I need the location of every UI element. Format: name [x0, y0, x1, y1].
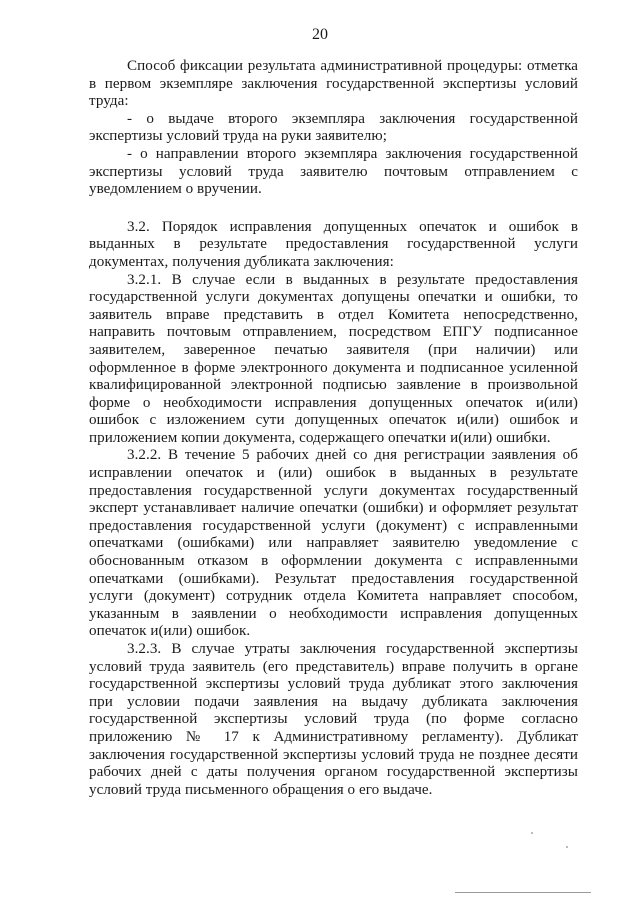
scan-speck — [531, 832, 533, 834]
paragraph-3-2-2: 3.2.2. В течение 5 рабочих дней со дня регистрации заявления об исправлении опечаток и (или) ошибок в выданных в результате предоставления государственной услуги документах государственный эксперт устанавливает наличие опечатки (ошибки) и оформляет результат предоставления государственной услуги (документ) с исправленными опечатками (ошибками) или направляет заявителю уведомление с обоснованным отказом в оформлении документа с исправленными опечатками (ошибками). Результат предоставления государственной услуги (документ) сотрудник отдела Комитета направляет способом, указанным в заявлении о необходимости исправления допущенных опечаток и(или) ошибок. — [89, 447, 578, 640]
paragraph-3-2-1: 3.2.1. В случае если в выданных в результате предоставления государственной услуги документах допущены опечатки и ошибки, то заявитель вправе представить в отдел Комитета непосредственно, направить почтовым отправлением, посредством ЕПГУ подписанное заявителем, заверенное печатью заявителя (при наличии) или оформленное в форме электронного документа и подписанное усиленной квалифицированной электронной подписью заявление в произвольной форме о необходимости исправления допущенных опечаток и(или) ошибок с изложением сути допущенных опечаток и(или) ошибок и приложением копии документа, содержащего опечатки и(или) ошибки. — [89, 271, 578, 446]
document-body — [89, 58, 578, 799]
list-item-send-by-mail: - о направлении второго экземпляра заключения государственной экспертизы условий труда заявителю почтовым отправлением с уведомлением о вручении. — [89, 145, 578, 198]
page-number: 20 — [312, 26, 328, 43]
section-heading-3-2: 3.2. Порядок исправления допущенных опечаток и ошибок в выданных в результате предоставления государственной услуги документах, получения дубликата заключения: — [89, 218, 578, 270]
scan-speck — [566, 846, 568, 848]
paragraph-3-2-3: 3.2.3. В случае утраты заключения государственной экспертизы условий труда заявитель (его представитель) вправе получить в органе государственной экспертизы условий труда дубликат этого заключения при условии подачи заявления на выдачу дубликата заключения государственной экспертизы условий труда (по форме согласно приложению № 17 к Административному регламенту). Дубликат заключения государственной экспертизы условий труда не позднее десяти рабочих дней с даты получения органом государственной экспертизы условий труда письменного обращения о его выдаче. — [89, 641, 578, 798]
footer-rule — [455, 892, 591, 893]
paragraph-fixation-method: Способ фиксации результата административной процедуры: отметка в первом экземпляре заключения государственной экспертизы условий труда: — [89, 58, 578, 110]
list-item-issue-on-hand: - о выдаче второго экземпляра заключения государственной экспертизы условий труда на руки заявителю; — [89, 110, 578, 145]
